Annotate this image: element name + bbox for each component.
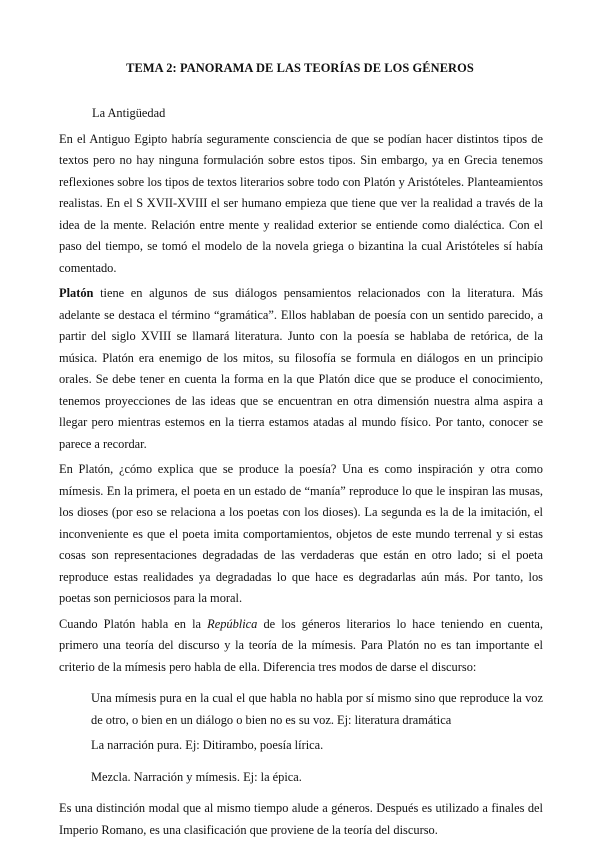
mode-item: Una mímesis pura en la cual el que habla no habla por sí mismo sino que reproduce la voz de otro, o bien en un diálogo o bien no es su voz. Ej: literatura dramática [91, 691, 543, 727]
mode-item: La narración pura. Ej: Ditirambo, poesía lírica. [91, 738, 324, 752]
paragraph-republica [59, 614, 543, 679]
paragraph-distincion: Es una distinción modal que al mismo tiempo alude a géneros. Después es utilizado a finales del Imperio Romano, es una clasificación que proviene de la teoría del discurso. [59, 801, 543, 837]
section-heading: La Antigüedad [92, 106, 166, 120]
paragraph-platon-text: tiene en algunos de sus diálogos pensamientos relacionados con la literatura. Más adelante se destaca el término “gramática”. Ellos hablaban de poesía con un sentido parecido, a partir del siglo XVIII se llamará literatura. Junto con la poesía se hablaba de retórica, de la música. Platón era enemigo de los mitos, su filosofía se formula en diálogos en un principio orales. Se debe tener en cuenta la forma en la que Platón dice que se produce el conocimiento, tenemos proyecciones de las ideas que se encuentran en otra dimensión nuestra alma aspira a llegar pero mientras estemos en la tierra estamos atadas al mundo físico. Por tanto, conocer se parece a recordar. [59, 286, 543, 451]
paragraph-platon [59, 283, 543, 455]
mode-item: Mezcla. Narración y mímesis. Ej: la épica. [91, 769, 302, 784]
paragraph-poesia: En Platón, ¿cómo explica que se produce la poesía? Una es como inspiración y otra como mímesis. En la primera, el poeta en un estado de “manía” reproduce lo que le inspiran las musas, los dioses (por eso se relaciona a los poetas con los dioses). La segunda es la de la imitación, el inconveniente es que el poeta imita comportamientos, objetos de este mundo terrenal y si estas cosas son representaciones degradadas de las verdaderas que están en otro lado; si el poeta reproduce estas realidades ya degradadas lo que hace es degradarlas aún más. Por tanto, los poetas son perniciosos para la moral. [59, 462, 543, 605]
document-title: TEMA 2: PANORAMA DE LAS TEORÍAS DE LOS GÉNEROS [126, 61, 474, 75]
platon-bold-label: Platón [59, 286, 94, 300]
paragraph-republica-end: de los géneros literarios lo hace teniendo en cuenta, primero una teoría del discurso y la teoría de la mímesis. Para Platón no es tan importante el criterio de la mímesis pero habla de ella. Diferencia tres modos de darse el discurso: [59, 616, 543, 674]
paragraph-republica-start: Cuando Platón habla en la [59, 616, 208, 631]
paragraph-antiguedad: En el Antiguo Egipto habría seguramente consciencia de que se podían hacer distintos tipos de textos pero no hay ninguna formulación sobre estos tipos. Sin embargo, ya en Grecia tenemos reflexiones sobre los tipos de textos literarios sobre todo con Platón y Aristóteles. Planteamientos realistas. En el S XVII-XVIII el ser humano empieza que tiene que ver la realidad a través de la idea de la mente. Relación entre mente y realidad exterior se entiende como dialéctica. Con el paso del tiempo, se tomó el modelo de la novela griega o bizantina la cual Aristóteles sí había comentado. [59, 131, 543, 275]
republica-italic: República [207, 616, 258, 631]
document-body [59, 103, 543, 845]
